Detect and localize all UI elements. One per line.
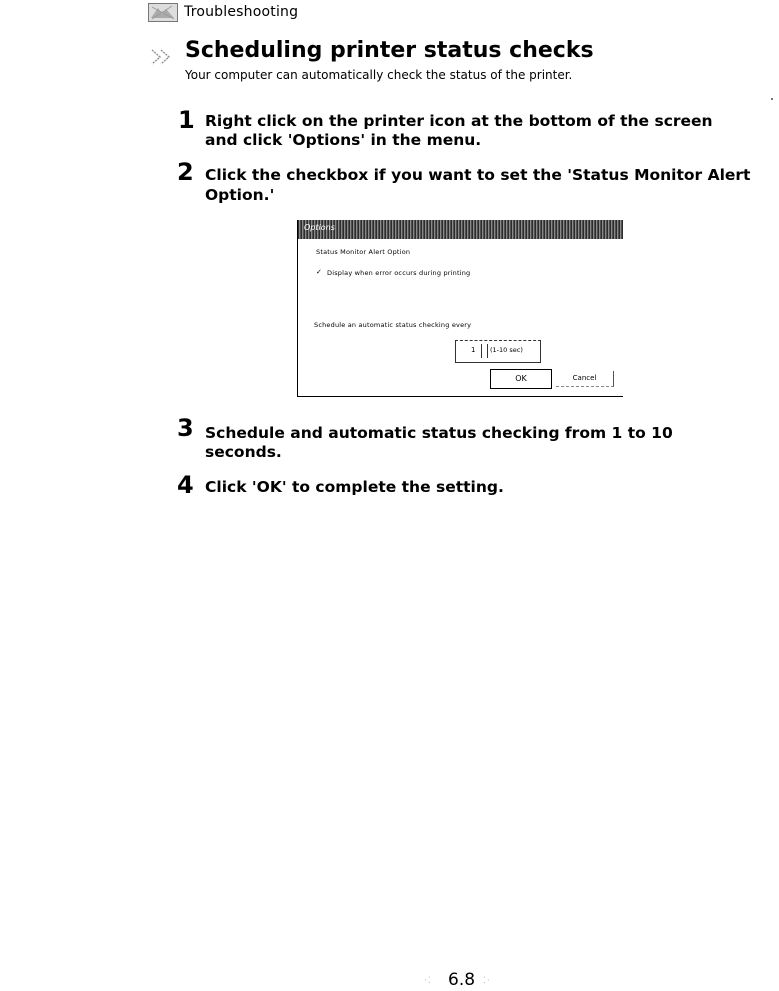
spinner-arrows-icon[interactable] [481, 344, 488, 358]
schedule-label: Schedule an automatic status checking every [314, 321, 472, 329]
spinner-range-label: (1-10 sec) [490, 346, 523, 354]
step-4-number: 4 [177, 471, 194, 499]
section-title: Scheduling printer status checks [185, 38, 594, 63]
double-chevron-icon [150, 46, 178, 66]
alert-checkbox-label: Display when error occurs during printing [327, 269, 471, 277]
section-header-title: Troubleshooting [184, 4, 299, 20]
step-3-number: 3 [177, 414, 194, 442]
page-number: 6.8 [448, 970, 476, 990]
troubleshooting-icon [148, 3, 178, 22]
step-1-text-line-1: Right click on the printer icon at the bottom of the screen [205, 112, 713, 130]
step-3-text-line-2: seconds. [205, 443, 282, 461]
step-3-text-line-1: Schedule and automatic status checking from 1 to 10 [205, 424, 673, 442]
page-number-right-ornament: ⁚· [483, 976, 491, 986]
page-header [148, 2, 298, 22]
dialog-title: Options [304, 223, 335, 232]
cancel-button[interactable]: Cancel [556, 371, 614, 387]
alert-checkbox[interactable]: ✓ [316, 268, 322, 276]
options-dialog [297, 220, 623, 397]
page-number-left-ornament: ·⁚ [424, 976, 432, 986]
step-1-number: 1 [178, 106, 195, 134]
step-1-text-line-2: and click 'Options' in the menu. [205, 131, 482, 149]
status-check-interval-spinner[interactable] [455, 340, 541, 363]
ok-button[interactable]: OK [490, 369, 552, 389]
step-2-text-line-2: Option.' [205, 186, 275, 204]
spinner-value: 1 [471, 346, 476, 354]
scan-speck [771, 98, 773, 100]
step-2-number: 2 [177, 158, 194, 186]
step-4-text-line-1: Click 'OK' to complete the setting. [205, 478, 504, 496]
intro-text: Your computer can automatically check the status of the printer. [185, 68, 573, 82]
step-2-text-line-1: Click the checkbox if you want to set the 'Status Monitor Alert [205, 166, 751, 184]
status-monitor-alert-group-label: Status Monitor Alert Option [316, 248, 411, 256]
dialog-titlebar [298, 220, 623, 239]
